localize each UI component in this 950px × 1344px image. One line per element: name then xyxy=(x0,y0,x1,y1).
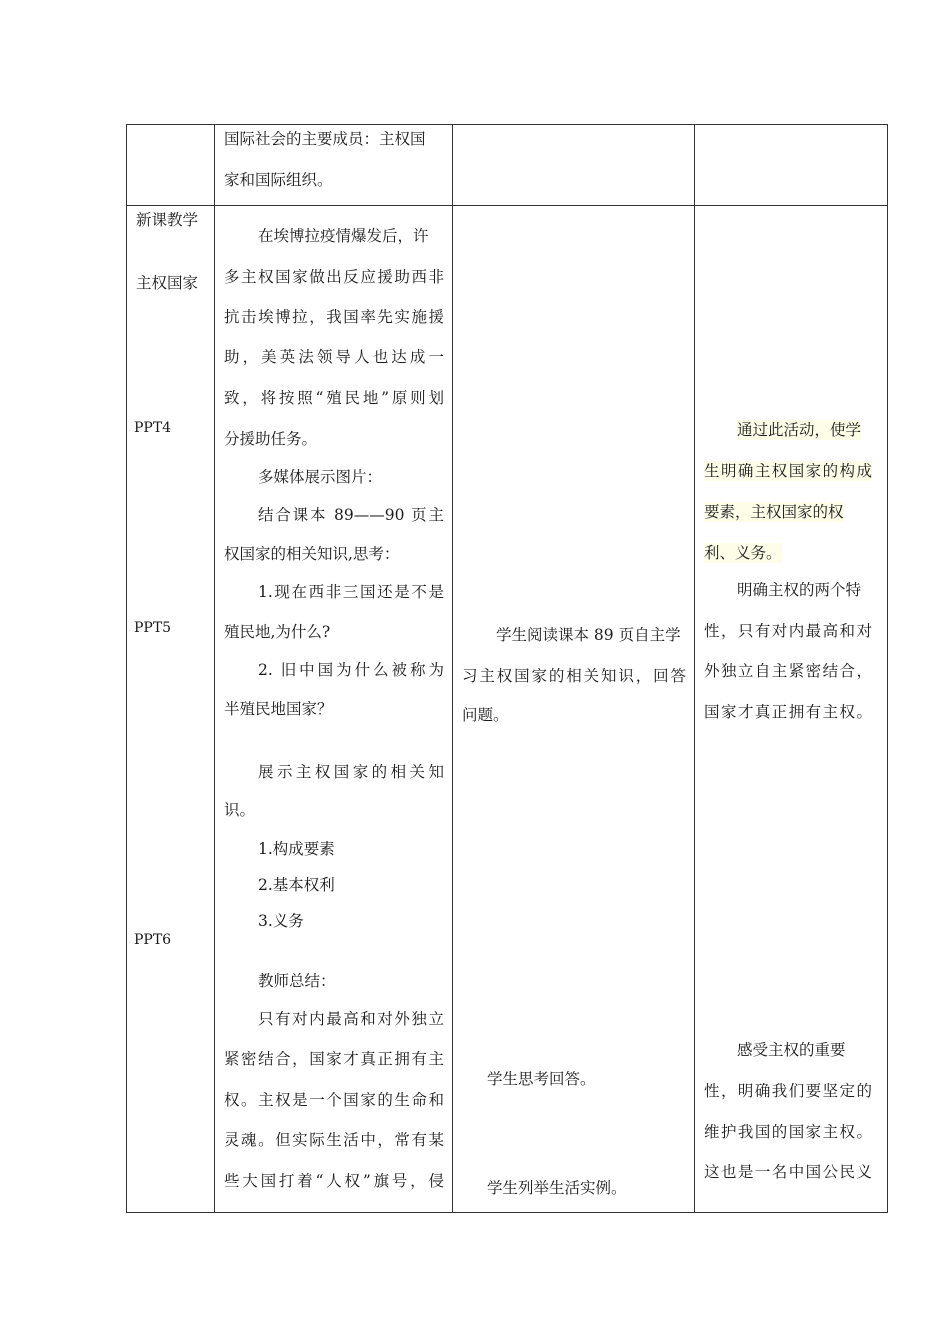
text-line: 抗击埃博拉，我国率先实施援 xyxy=(224,308,444,326)
text-line: 问题。 xyxy=(462,706,509,724)
text-line: 多主权国家做出反应援助西非 xyxy=(224,268,444,286)
row1-col3-cell xyxy=(453,125,695,206)
row2-col1-cell xyxy=(127,206,215,1213)
row1-col4-cell xyxy=(695,125,888,206)
text-line: 这也是一名中国公民义 xyxy=(704,1163,872,1181)
section-heading: 主权国家 xyxy=(136,274,199,292)
text-line: 殖民地,为什么? xyxy=(224,623,331,641)
text-line: 感受主权的重要 xyxy=(737,1041,846,1059)
text-line: 紧密结合，国家才真正拥有主 xyxy=(224,1050,444,1068)
slide-label: PPT4 xyxy=(134,420,172,436)
table-row xyxy=(127,206,888,1213)
text-line: 3.义务 xyxy=(258,912,304,930)
text-line: 性，明确我们要坚定的 xyxy=(704,1082,872,1100)
slide-label: PPT6 xyxy=(134,932,172,948)
text-line: 维护我国的国家主权。 xyxy=(704,1123,872,1141)
text-line: 致，将按照“殖民地”原则划 xyxy=(224,389,444,407)
text-line: 半殖民地国家？ xyxy=(224,700,333,718)
highlighted-text-line: 生明确主权国家的构成 xyxy=(704,462,872,480)
text-line: 家和国际组织。 xyxy=(224,171,333,189)
lesson-plan-table xyxy=(126,124,888,1213)
row1-col1-cell xyxy=(127,125,215,206)
text-line: 在埃博拉疫情爆发后，许 xyxy=(258,227,429,245)
highlighted-text-line: 要素，主权国家的权 xyxy=(704,503,844,521)
text-line: 国家才真正拥有主权。 xyxy=(704,703,872,721)
row1-col2-cell xyxy=(215,125,453,206)
text-line: 学生阅读课本 89 页自主学 xyxy=(496,626,681,644)
row2-col3-cell xyxy=(453,206,695,1213)
text-line: 结合课本 89——90 页主 xyxy=(258,506,444,524)
text-line: 国际社会的主要成员：主权国 xyxy=(224,130,426,148)
text-line: 1.现在西非三国还是不是 xyxy=(258,583,444,601)
highlighted-text-line: 利、义务。 xyxy=(704,544,782,562)
text-line: 助，美英法领导人也达成一 xyxy=(224,348,444,366)
text-line: 灵魂。但实际生活中，常有某 xyxy=(224,1131,444,1149)
text-line: 多媒体展示图片： xyxy=(258,468,383,486)
text-line: 习主权国家的相关知识，回答 xyxy=(462,667,686,685)
slide-label: PPT5 xyxy=(134,620,172,636)
row2-col4-cell xyxy=(695,206,888,1213)
row2-col2-cell xyxy=(215,206,453,1213)
text-line: 展示主权国家的相关知 xyxy=(258,763,444,781)
text-line: 权。主权是一个国家的生命和 xyxy=(224,1091,444,1109)
text-line: 教师总结： xyxy=(258,972,336,990)
text-line: 2. 旧中国为什么被称为 xyxy=(258,661,444,679)
highlighted-text-line: 通过此活动，使学 xyxy=(737,421,862,439)
text-line: 分援助任务。 xyxy=(224,430,318,448)
text-line: 2.基本权利 xyxy=(258,876,335,894)
text-line: 外独立自主紧密结合， xyxy=(704,662,872,680)
text-line: 1.构成要素 xyxy=(258,840,335,858)
text-line: 学生思考回答。 xyxy=(487,1070,596,1088)
text-line: 性，只有对内最高和对 xyxy=(704,622,872,640)
text-line: 些大国打着“人权”旗号，侵 xyxy=(224,1172,444,1190)
text-line: 明确主权的两个特 xyxy=(737,581,862,599)
table-row xyxy=(127,125,888,206)
section-heading: 新课教学 xyxy=(136,211,199,229)
text-line: 只有对内最高和对外独立 xyxy=(258,1010,444,1028)
text-line: 权国家的相关知识,思考： xyxy=(224,545,400,563)
text-line: 识。 xyxy=(224,801,256,819)
text-line: 学生列举生活实例。 xyxy=(487,1179,627,1197)
